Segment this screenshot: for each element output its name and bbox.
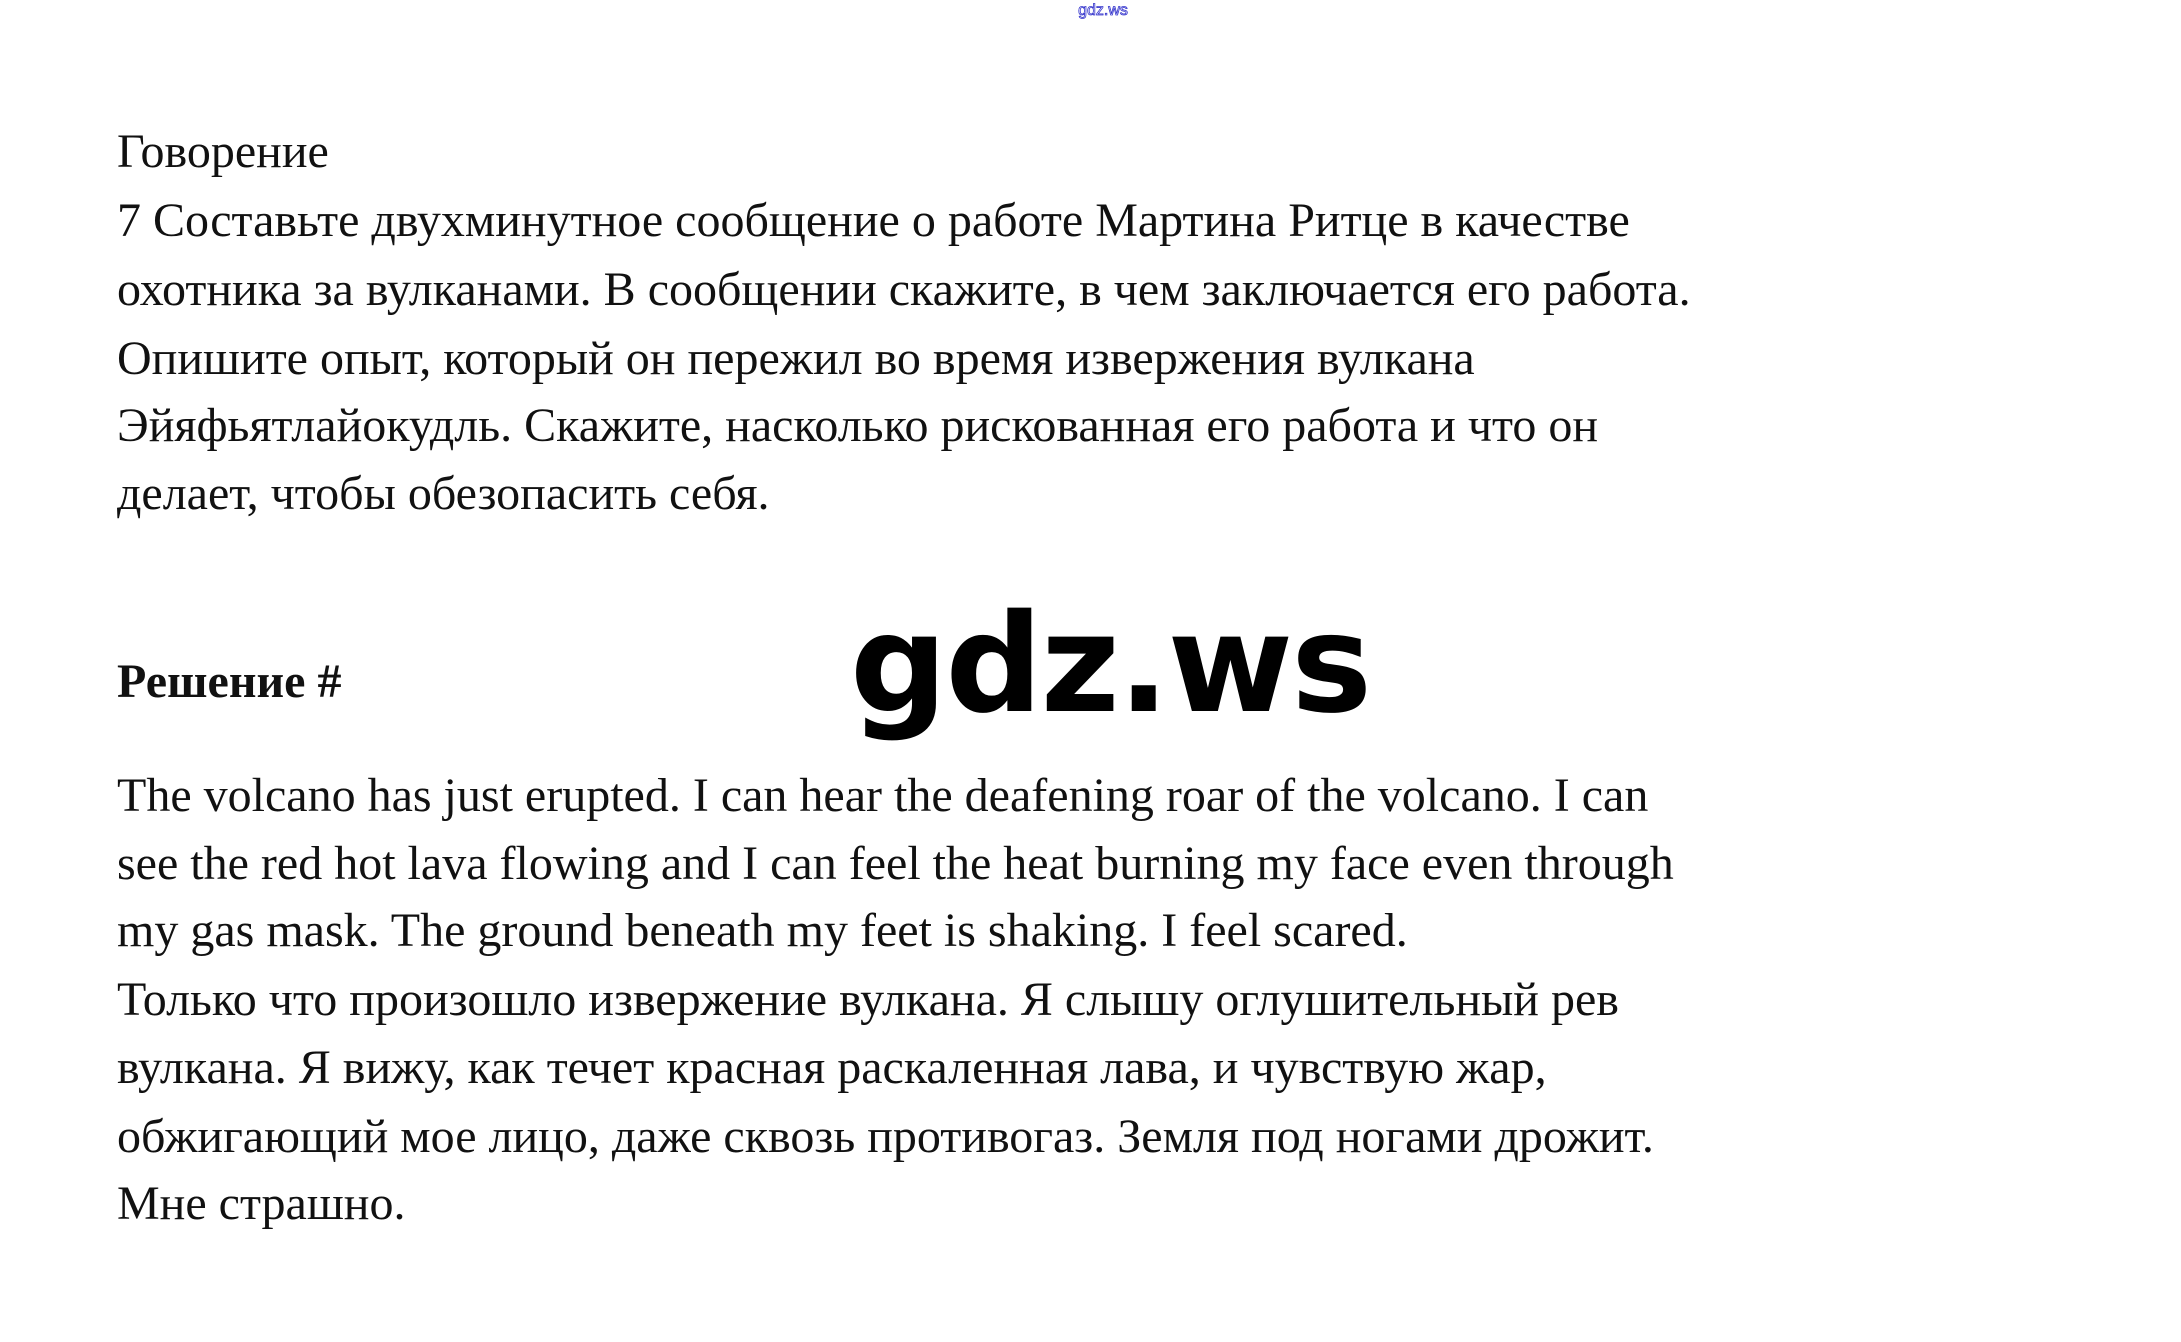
watermark-logo: gdz.ws — [850, 586, 1371, 744]
task-line: Опишите опыт, который он пережил во время извержения вулкана — [117, 332, 1475, 385]
answer-line: Мне страшно. — [117, 1177, 406, 1230]
answer-line: обжигающий мое лицо, даже сквозь противогаз. Земля под ногами дрожит. — [117, 1110, 1654, 1163]
answer-line: The volcano has just erupted. I can hear the deafening roar of the volcano. I can — [117, 769, 1649, 822]
task-line: охотника за вулканами. В сообщении скажите, в чем заключается его работа. — [117, 263, 1691, 316]
answer-line: see the red hot lava flowing and I can feel the heat burning my face even through — [117, 837, 1674, 890]
task-line: 7 Составьте двухминутное сообщение о работе Мартина Ритце в качестве — [117, 194, 1630, 247]
answer-line: вулкана. Я вижу, как течет красная раскаленная лава, и чувствую жар, — [117, 1041, 1547, 1094]
watermark-top: gdz.ws — [1078, 2, 1128, 19]
solution-heading: Решение # — [117, 655, 342, 708]
task-line: Эйяфьятлайокудль. Скажите, насколько рискованная его работа и что он — [117, 399, 1599, 452]
answer-line: my gas mask. The ground beneath my feet is shaking. I feel scared. — [117, 904, 1408, 957]
answer-line: Только что произошло извержение вулкана. Я слышу оглушительный рев — [117, 973, 1619, 1026]
task-line: делает, чтобы обезопасить себя. — [117, 467, 770, 520]
section-title: Говорение — [117, 125, 329, 178]
